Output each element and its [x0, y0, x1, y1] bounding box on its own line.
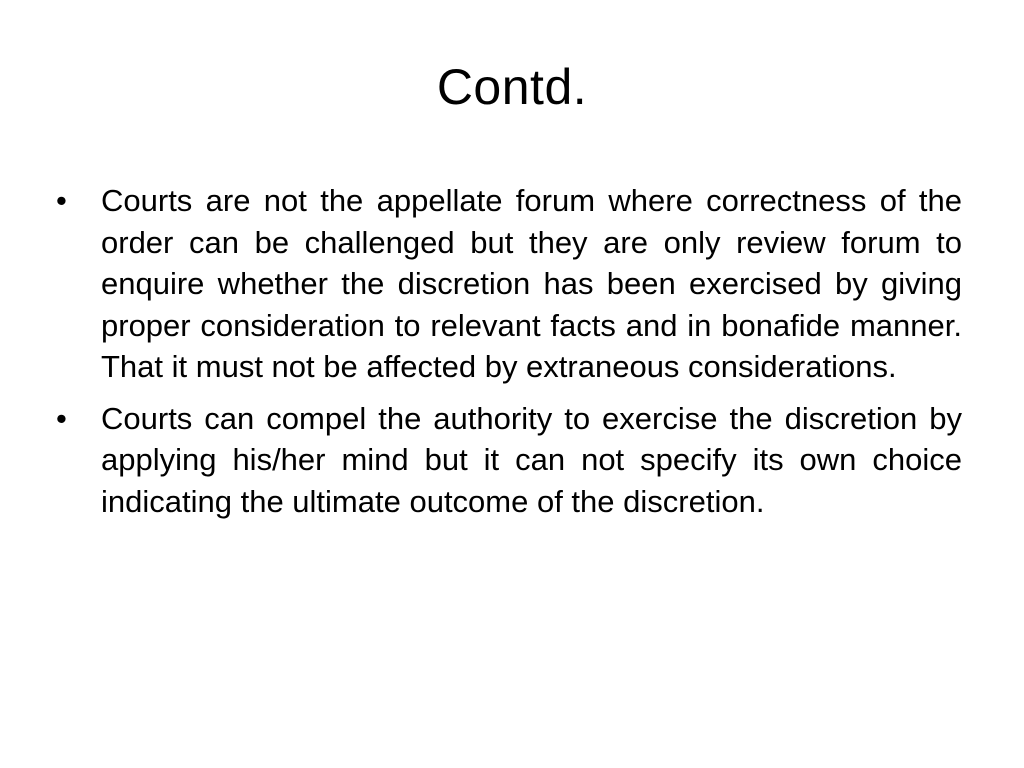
bullet-list	[56, 180, 962, 532]
bullet-text: Courts are not the appellate forum where correctness of the order can be challenged but they are only review forum to enquire whether the discretion has been exercised by giving proper consideration to relevant facts and in bonafide manner. That it must not be affected by extraneous considerations.	[101, 183, 962, 384]
bullet-text: Courts can compel the authority to exercise the discretion by applying his/her mind but it can not specify its own choice indicating the ultimate outcome of the discretion.	[101, 400, 962, 519]
slide-title: Contd.	[436, 59, 588, 115]
bullet-item-2	[56, 398, 962, 523]
bullet-item-1	[56, 180, 962, 388]
bullet-marker: •	[56, 183, 67, 218]
bullet-marker: •	[56, 400, 67, 436]
